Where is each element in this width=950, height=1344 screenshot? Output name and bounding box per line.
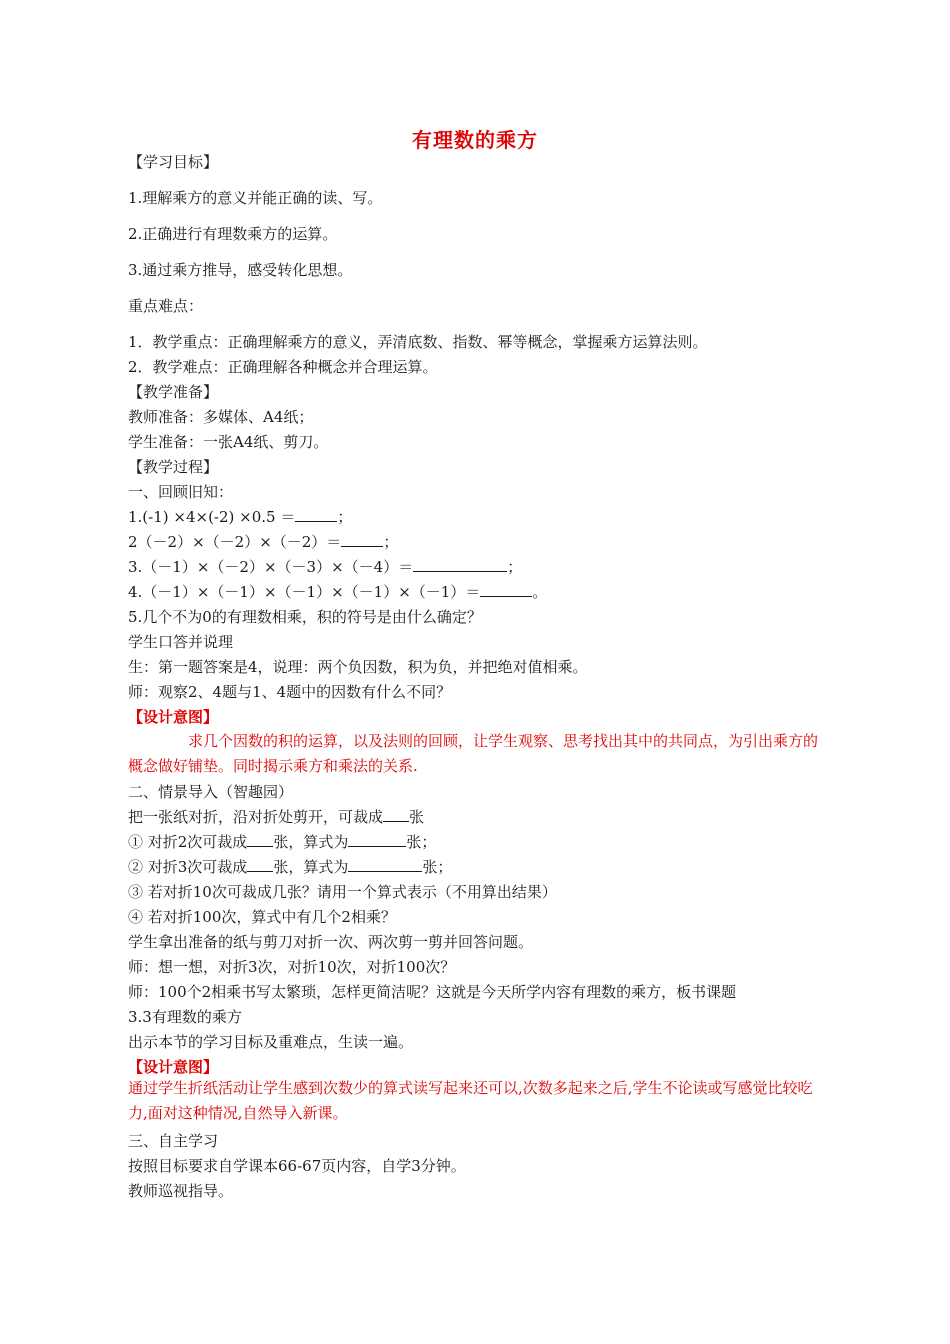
question-punct: ； — [383, 533, 399, 551]
body-line: 师：100个2相乘书写太繁琐，怎样更简洁呢？这就是今天所学内容有理数的乘方，板书课题 — [128, 983, 737, 1001]
body-line: 3.3有理数的乘方 — [128, 1008, 242, 1026]
design-intent-text: 通过学生折纸活动让学生感到次数少的算式读写起来还可以,次数多起来之后,学生不论读或写感觉比较吃力,面对这种情况,自然导入新课。 — [128, 1079, 813, 1122]
design-intent-heading: 【设计意图】 — [128, 708, 219, 726]
line-text: ① 对折2次可裁成 — [128, 833, 248, 851]
answer-blank — [383, 807, 409, 822]
section-heading-objectives: 【学习目标】 — [128, 153, 219, 171]
review-question — [128, 507, 828, 527]
line-text: ② 对折3次可裁成 — [128, 858, 248, 876]
body-line: 学生口答并说理 — [128, 633, 234, 651]
objective-item: 2.正确进行有理数乘方的运算。 — [128, 225, 338, 243]
line-text: 把一张纸对折，沿对折处剪开，可裁成 — [128, 808, 384, 826]
question-text: 2（－2）×（－2）×（－2）＝ — [128, 533, 342, 551]
line-text: 张，算式为 — [273, 858, 349, 876]
question-punct: ； — [507, 558, 523, 576]
body-line: 生：第一题答案是4，说理：两个负因数，积为负，并把绝对值相乘。 — [128, 658, 588, 676]
objective-item: 3.通过乘方推导，感受转化思想。 — [128, 261, 353, 279]
answer-blank — [247, 857, 273, 872]
answer-blank — [341, 532, 383, 547]
line-text: 张； — [406, 833, 437, 851]
answer-blank — [480, 582, 532, 597]
key-point-item: 1．教学重点：正确理解乘方的意义，弄清底数、指数、幂等概念，掌握乘方运算法则。 — [128, 333, 708, 351]
page-title: 有理数的乘方 — [412, 128, 538, 152]
review-question — [128, 557, 828, 577]
question-punct: ； — [337, 508, 353, 526]
review-question: 5.几个不为0的有理数相乘，积的符号是由什么确定？ — [128, 608, 482, 626]
body-line: 教师巡视指导。 — [128, 1182, 234, 1200]
question-text: 1.(-1) ×4×(-2) ×0.5 ＝ — [128, 508, 296, 526]
section-heading-process: 【教学过程】 — [128, 458, 219, 476]
question-text: 3.（－1）×（－2）×（－3）×（－4）＝ — [128, 558, 414, 576]
section-heading-key-points: 重点难点： — [128, 297, 204, 315]
answer-blank — [348, 857, 422, 872]
body-line — [128, 832, 828, 852]
line-text: 张，算式为 — [273, 833, 349, 851]
design-intent-text: 求几个因数的积的运算，以及法则的回顾，让学生观察、思考找出其中的共同点，为引出乘方的概念做好铺垫。同时揭示乘方和乘法的关系. — [128, 732, 819, 775]
review-question — [128, 532, 828, 552]
body-line: 师：想一想，对折3次，对折10次，对折100次？ — [128, 958, 456, 976]
body-line: ③ 若对折10次可裁成几张？请用一个算式表示（不用算出结果） — [128, 883, 557, 901]
section-heading-preparation: 【教学准备】 — [128, 383, 219, 401]
part-heading: 三、自主学习 — [128, 1132, 219, 1150]
objective-item: 1.理解乘方的意义并能正确的读、写。 — [128, 189, 383, 207]
line-text: 张 — [409, 808, 425, 826]
body-line — [128, 857, 828, 877]
answer-blank — [295, 507, 337, 522]
answer-blank — [348, 832, 406, 847]
question-text: 4.（－1）×（－1）×（－1）×（－1）×（－1）＝ — [128, 583, 481, 601]
key-point-item: 2．教学难点：正确理解各种概念并合理运算。 — [128, 358, 438, 376]
line-text: 张； — [422, 858, 453, 876]
body-line: 学生拿出准备的纸与剪刀对折一次、两次剪一剪并回答问题。 — [128, 933, 534, 951]
body-line: 师：观察2、4题与1、4题中的因数有什么不同？ — [128, 683, 452, 701]
body-line: ④ 若对折100次，算式中有几个2相乘？ — [128, 908, 396, 926]
answer-blank — [247, 832, 273, 847]
part-heading: 二、情景导入（智趣园） — [128, 783, 294, 801]
body-line — [128, 807, 828, 827]
preparation-item: 教师准备：多媒体、A4纸； — [128, 408, 314, 426]
review-question — [128, 582, 828, 602]
answer-blank — [413, 557, 507, 572]
part-heading: 一、回顾旧知： — [128, 483, 234, 501]
question-punct: 。 — [532, 583, 548, 601]
body-line: 出示本节的学习目标及重难点，生读一遍。 — [128, 1033, 414, 1051]
body-line: 按照目标要求自学课本66-67页内容，自学3分钟。 — [128, 1157, 466, 1175]
preparation-item: 学生准备：一张A4纸、剪刀。 — [128, 433, 329, 451]
design-intent-heading: 【设计意图】 — [128, 1058, 219, 1076]
